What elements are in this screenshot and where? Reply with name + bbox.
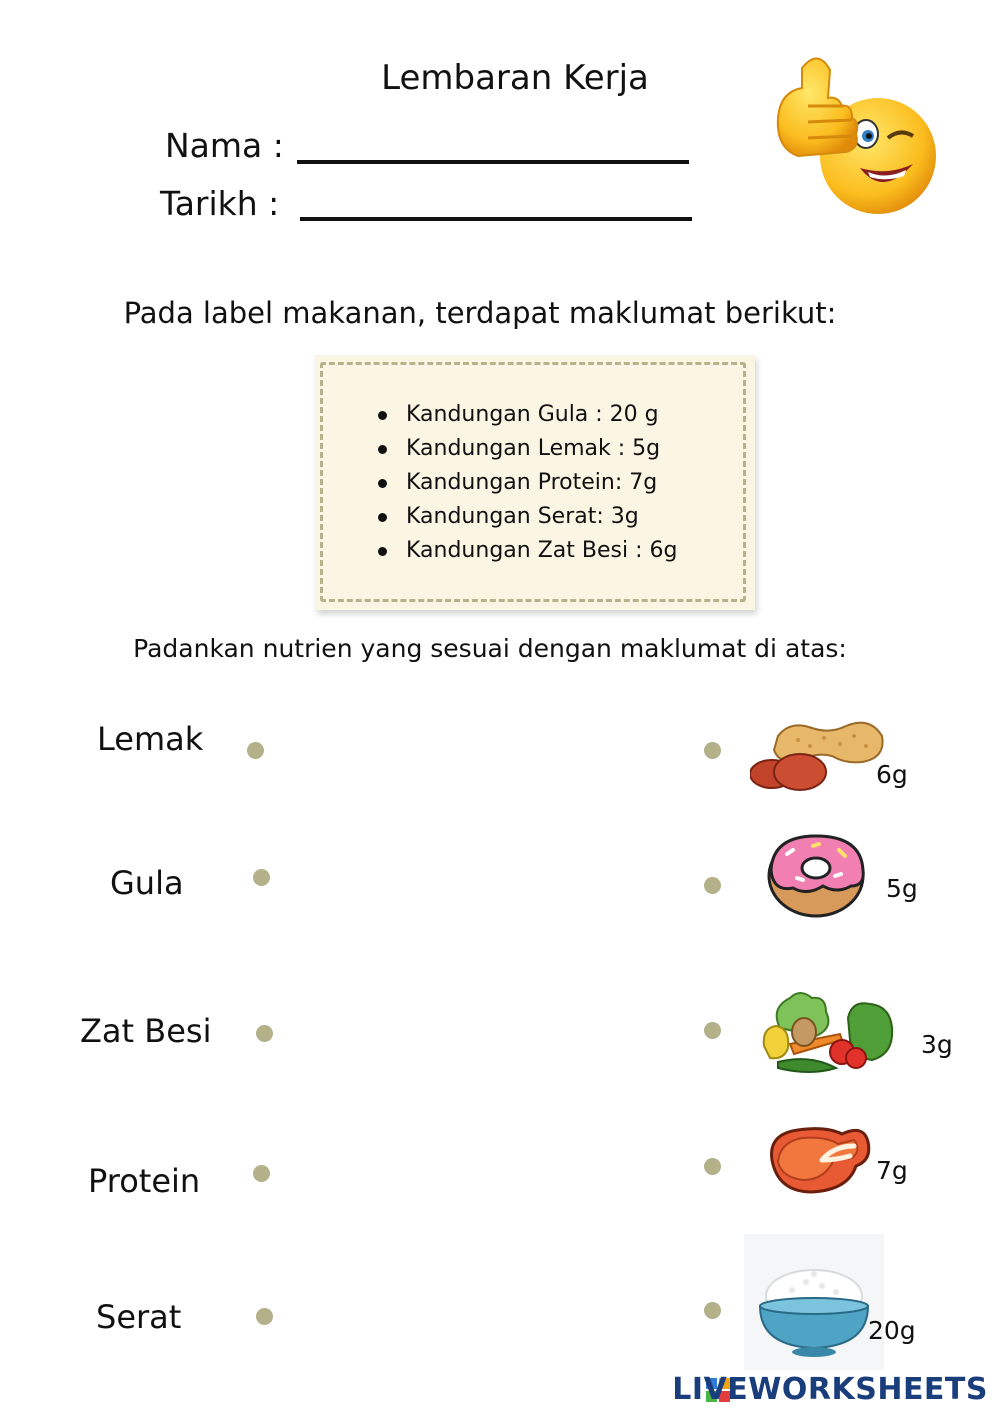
date-label: Tarikh : [160, 184, 280, 223]
match-dot-right[interactable] [704, 1158, 721, 1175]
name-label: Nama : [165, 126, 284, 165]
donut-icon [767, 830, 867, 922]
steak-icon [764, 1120, 872, 1202]
rice-bowl-icon [744, 1234, 884, 1374]
page-title: Lembaran Kerja [381, 58, 649, 98]
match-dot-left[interactable] [253, 869, 270, 886]
fact-item: Kandungan Gula : 20 g [372, 398, 677, 432]
match-dot-left[interactable] [256, 1025, 273, 1042]
nutrition-facts-list [372, 398, 677, 568]
peanut-icon [750, 718, 885, 800]
vegetables-icon [760, 988, 895, 1080]
nutrient-label-gula: Gula [110, 864, 184, 902]
match-dot-right[interactable] [704, 742, 721, 759]
fact-item: Kandungan Protein: 7g [372, 466, 677, 500]
instruction-text: Padankan nutrien yang sesuai dengan maklumat di atas: [133, 634, 847, 663]
amount-label: 6g [876, 760, 908, 789]
thumbs-up-emoji-icon [768, 48, 943, 227]
match-dot-right[interactable] [704, 877, 721, 894]
intro-text: Pada label makanan, terdapat maklumat berikut: [123, 296, 837, 330]
match-dot-left[interactable] [253, 1165, 270, 1182]
name-field[interactable] [297, 160, 689, 164]
nutrient-label-serat: Serat [96, 1298, 182, 1336]
amount-label: 3g [921, 1030, 953, 1059]
match-dot-right[interactable] [704, 1302, 721, 1319]
amount-label: 20g [868, 1316, 916, 1345]
match-dot-right[interactable] [704, 1022, 721, 1039]
brand-watermark[interactable]: LIVEWORKSHEETS [672, 1372, 988, 1407]
match-dot-left[interactable] [256, 1308, 273, 1325]
match-dot-left[interactable] [247, 742, 264, 759]
nutrient-label-lemak: Lemak [97, 720, 204, 758]
amount-label: 7g [876, 1156, 908, 1185]
nutrient-label-protein: Protein [88, 1162, 201, 1200]
nutrient-label-zat-besi: Zat Besi [80, 1012, 212, 1050]
fact-item: Kandungan Zat Besi : 6g [372, 534, 677, 568]
date-field[interactable] [300, 217, 692, 221]
fact-item: Kandungan Serat: 3g [372, 500, 677, 534]
amount-label: 5g [886, 874, 918, 903]
fact-item: Kandungan Lemak : 5g [372, 432, 677, 466]
